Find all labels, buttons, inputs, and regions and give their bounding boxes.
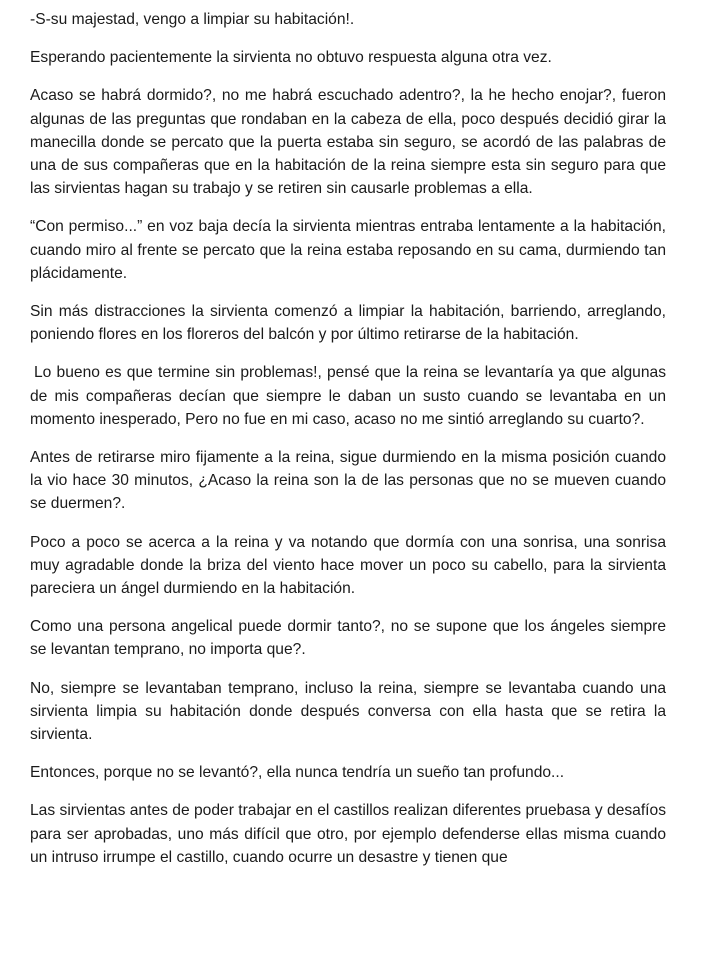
paragraph-10: No, siempre se levantaban temprano, incluso la reina, siempre se levantaba cuando una sirvienta limpia su habitación donde después conversa con ella hasta que se retira la sirvienta. [30,679,666,744]
paragraph-4: “Con permiso...” en voz baja decía la sirvienta mientras entraba lentamente a la habitación, cuando miro al frente se percato que la reina estaba reposando en su cama, durmiendo tan plácidamente. [30,218,666,282]
paragraph-1: -S-su majestad, vengo a limpiar su habitación!. [30,11,355,28]
paragraph-3: Acaso se habrá dormido?, no me habrá escuchado adentro?, la he hecho enojar?, fueron algunas de las preguntas que rondaban en la cabeza de ella, poco después decidió girar la manecilla donde se percato que la puerta estaba sin seguro, se acordó de las palabras de una de sus compañeras que en la habitación de la reina siempre esta sin seguro para que las sirvientas hagan su trabajo y se retiren sin causarle problemas a ella. [30,87,666,198]
paragraph-9: Como una persona angelical puede dormir tanto?, no se supone que los ángeles siempre se levantan temprano, no importa que?. [30,618,666,659]
paragraph-2: Esperando pacientemente la sirvienta no obtuvo respuesta alguna otra vez. [30,49,552,67]
paragraph-12: Las sirvientas antes de poder trabajar en el castillos realizan diferentes pruebasa y desafíos para ser aprobadas, uno más difícil que otro, por ejemplo defenderse ellas misma cuando un intruso irrumpe el castillo, cuando ocurre un desastre y tienen que [30,802,666,866]
document-page [30,8,666,884]
paragraph-7: Antes de retirarse miro fijamente a la reina, sigue durmiendo en la misma posición cuando la vio hace 30 minutos, ¿Acaso la reina son la de las personas que no se mueven cuando se duermen?. [30,449,666,513]
paragraph-5: Sin más distracciones la sirvienta comenzó a limpiar la habitación, barriendo, arreglando, poniendo flores en los floreros del balcón y por último retirarse de la habitación. [30,303,666,344]
paragraph-11: Entonces, porque no se levantó?, ella nunca tendría un sueño tan profundo... [30,764,565,782]
paragraph-8: Poco a poco se acerca a la reina y va notando que dormía con una sonrisa, una sonrisa muy agradable donde la briza del viento hace mover un poco su cabello, para la sirvienta pareciera un ángel durmiendo en la habitación. [30,533,666,598]
paragraph-6: Lo bueno es que termine sin problemas!, pensé que la reina se levantaría ya que algunas de mis compañeras decían que siempre le daban un susto cuando se levantaba en un momento inesperado, Pero no fue en mi caso, acaso no me sintió arreglando su cuarto?. [30,364,666,428]
